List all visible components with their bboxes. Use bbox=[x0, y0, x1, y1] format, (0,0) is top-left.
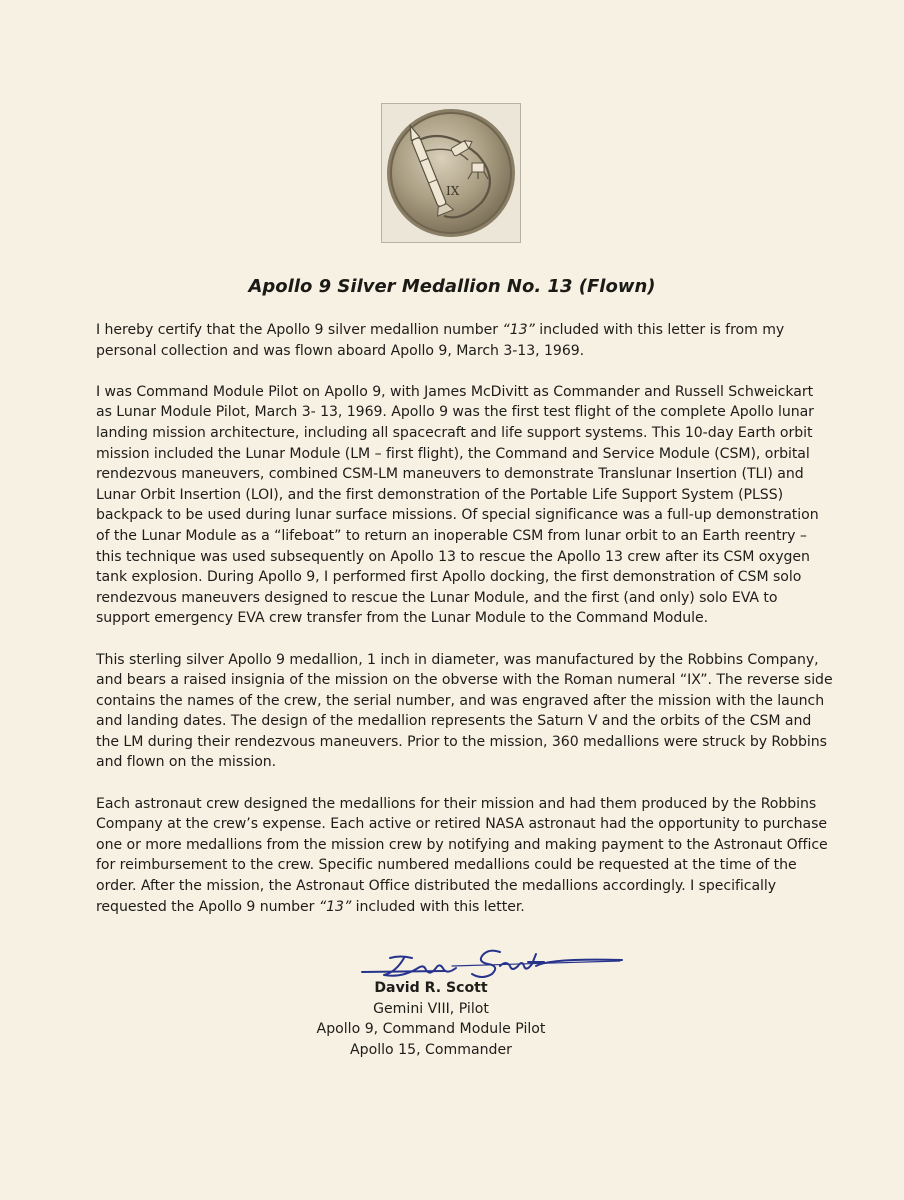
paragraph-mission-details bbox=[96, 382, 819, 629]
text-line: This sterling silver Apollo 9 medallion, 1 inch in diameter, was manufactured by the Robbins Company, bbox=[96, 651, 819, 668]
certificate-body bbox=[96, 320, 833, 938]
text-line: mission included the Lunar Module (LM – first flight), the Command and Service Module (CSM), orbital bbox=[96, 445, 810, 462]
text-line: support emergency EVA crew transfer from the Lunar Module to the Command Module. bbox=[96, 610, 709, 627]
paragraph-certification bbox=[96, 320, 816, 361]
text-segment: order. After the mission, the Astronaut Office distributed the medallions accordingly. I specifically bbox=[96, 878, 777, 895]
text-segment: personal collection and was flown aboard Apollo 9, March 3-13, 1969. bbox=[96, 342, 585, 359]
apollo-9-medallion-icon bbox=[382, 104, 520, 242]
handwritten-signature-icon bbox=[360, 938, 630, 982]
text-line: contains the names of the crew, the serial number, and was engraved after the mission with the launch bbox=[96, 692, 825, 709]
text-segment: Each astronaut crew designed the medallions for their mission and had them produced by the Robbins bbox=[96, 795, 817, 812]
text-segment: included with this letter is from my bbox=[534, 322, 785, 338]
text-line bbox=[96, 341, 816, 362]
paragraph-medallion-description bbox=[96, 650, 833, 774]
paragraph-medallion-history bbox=[96, 794, 828, 918]
text-line bbox=[96, 794, 816, 815]
text-line bbox=[96, 835, 828, 856]
text-segment: Company at the crew’s expense. Each active or retired NASA astronaut had the opportunity to purchase bbox=[96, 816, 828, 833]
text-line: as Lunar Module Pilot, March 3- 13, 1969. Apollo 9 was the first test flight of the complete Apollo lunar bbox=[96, 404, 814, 421]
medallion-numeral: IX bbox=[446, 184, 460, 198]
text-line: landing mission architecture, including all spacecraft and life support systems. This 10-day Earth orbit bbox=[96, 424, 813, 441]
text-segment: for reimbursement to the crew. Specific numbered medallions could be requested at the time of the bbox=[96, 857, 797, 874]
signatory-role: Apollo 15, Commander bbox=[350, 1041, 512, 1058]
text-line: the LM during their rendezvous maneuvers. Prior to the mission, 360 medallions were struck by Robbins bbox=[96, 733, 827, 750]
medallion-photo bbox=[381, 103, 521, 243]
text-line: rendezvous maneuvers, combined CSM-LM maneuvers to demonstrate Translunar Insertion (TLI) and bbox=[96, 466, 804, 483]
text-line: Lunar Orbit Insertion (LOI), and the first demonstration of the Portable Life Support System (PLSS) bbox=[96, 486, 784, 503]
text-line bbox=[96, 855, 816, 876]
text-line bbox=[96, 814, 828, 835]
signatory-role: Gemini VIII, Pilot bbox=[373, 1000, 489, 1017]
text-segment: included with this letter. bbox=[351, 898, 525, 915]
text-line: backpack to be used during lunar surface missions. Of special significance was a full-up demonstration bbox=[96, 507, 819, 524]
signatory-name: David R. Scott bbox=[374, 980, 488, 996]
medallion-number: 13 bbox=[326, 898, 344, 915]
medallion-number: 13 bbox=[509, 322, 528, 338]
text-line: and flown on the mission. bbox=[96, 754, 277, 771]
text-line: tank explosion. During Apollo 9, I performed first Apollo docking, the first demonstration of CSM solo bbox=[96, 569, 802, 586]
signatory-block bbox=[300, 978, 562, 1060]
text-line: I was Command Module Pilot on Apollo 9, with James McDivitt as Commander and Russell Schweickart bbox=[96, 383, 814, 400]
text-segment: one or more medallions from the mission crew by notifying and making payment to the Astronaut Office bbox=[96, 836, 828, 853]
signature bbox=[360, 938, 630, 982]
page-title: Apollo 9 Silver Medallion No. 13 (Flown) bbox=[248, 276, 656, 297]
text-line: requested the Apollo 9 number “13” included with this letter. bbox=[96, 898, 525, 915]
text-line: I hereby certify that the Apollo 9 silver medallion number “13” included with this letter is from my bbox=[96, 322, 785, 338]
text-line: and bears a raised insignia of the mission on the obverse with the Roman numeral “IX”. The reverse side bbox=[96, 672, 833, 689]
text-line: and landing dates. The design of the medallion represents the Saturn V and the orbits of the CSM and bbox=[96, 713, 812, 730]
text-line bbox=[96, 876, 816, 897]
signatory-role: Apollo 9, Command Module Pilot bbox=[316, 1021, 546, 1038]
text-line: rendezvous maneuvers designed to rescue the Lunar Module, and the first (and only) solo EVA to bbox=[96, 589, 778, 606]
text-segment: requested the Apollo 9 number bbox=[96, 898, 319, 915]
text-line: this technique was used subsequently on Apollo 13 to rescue the Apollo 13 crew after its CSM oxygen bbox=[96, 548, 810, 565]
text-line: of the Lunar Module as a “lifeboat” to return an inoperable CSM from lunar orbit to an Earth reentry – bbox=[96, 527, 807, 544]
text-segment: I hereby certify that the Apollo 9 silver medallion number bbox=[96, 322, 503, 338]
